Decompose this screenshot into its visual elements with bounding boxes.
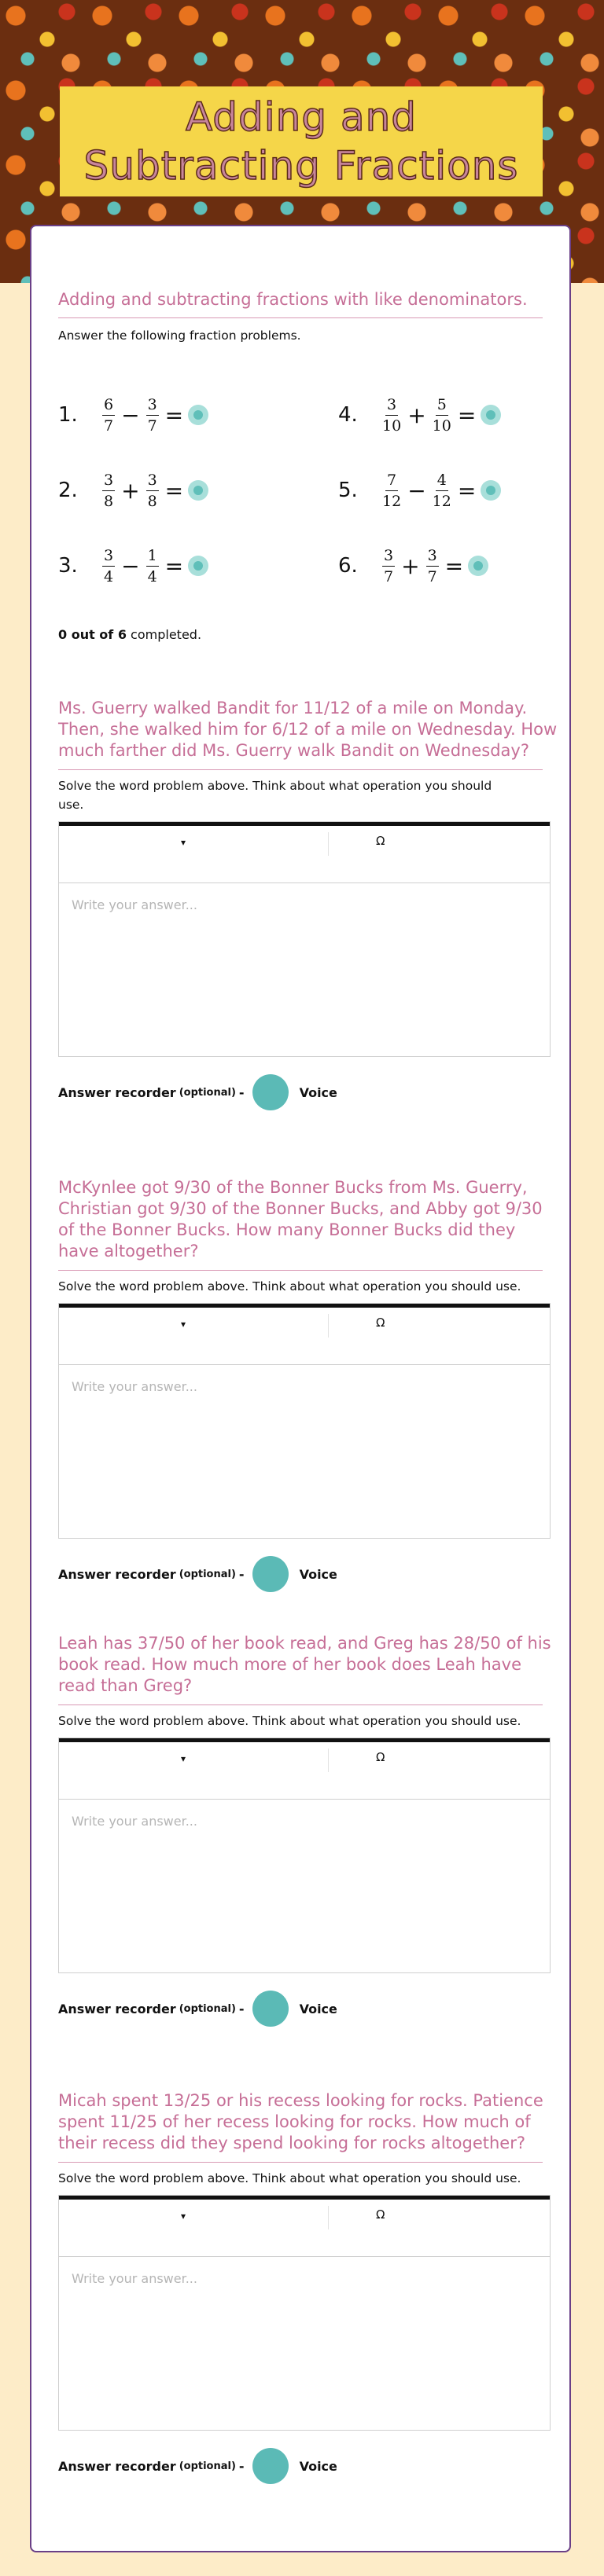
toolbar-divider: [328, 1314, 329, 1338]
word-problem-text: of the Bonner Bucks. How many Bonner Bucks did they: [58, 1220, 516, 1239]
problem-number: 4.: [338, 403, 358, 427]
word-problem-text: Christian got 9/30 of the Bonner Bucks, and Abby got 9/30: [58, 1199, 543, 1218]
operator: −: [121, 552, 140, 579]
recorder-dash: -: [238, 1566, 245, 1582]
answer-editor: [58, 1303, 551, 1539]
word-problem-text: Micah spent 13/25 or his recess looking for rocks. Patience: [58, 2091, 543, 2110]
editor-toolbar: [59, 1304, 550, 1365]
word-problem-text: Ms. Guerry walked Bandit for 11/12 of a mile on Monday.: [58, 699, 528, 717]
answer-dropzone[interactable]: [188, 480, 208, 501]
special-characters-icon[interactable]: Ω: [376, 2207, 385, 2222]
special-characters-icon[interactable]: Ω: [376, 1316, 385, 1330]
editor-toolbar: [59, 822, 550, 883]
fraction: $\frac{4}{12}$: [432, 471, 451, 510]
equals-sign: =: [164, 477, 184, 504]
special-characters-icon[interactable]: Ω: [376, 1750, 385, 1764]
fraction: $\frac{3}{7}$: [147, 395, 157, 435]
fraction-problem: [58, 459, 208, 522]
recorder-dash: -: [238, 1084, 245, 1100]
section-heading: Adding and subtracting fractions with like denominators.: [58, 290, 528, 309]
fraction: $\frac{7}{12}$: [382, 471, 402, 510]
answer-dropzone[interactable]: [481, 480, 501, 501]
word-problem-text: Then, she walked him for 6/12 of a mile on Wednesday. How: [58, 720, 558, 739]
problem-rule: [58, 1270, 543, 1271]
answer-textarea[interactable]: Write your answer...: [72, 1379, 197, 1394]
answer-dropzone[interactable]: [188, 405, 208, 425]
recorder-label: Answer recorder: [58, 2458, 176, 2474]
title-line-1: Adding and: [185, 94, 418, 140]
equals-sign: =: [457, 477, 477, 504]
title-box: [60, 86, 543, 196]
heading-rule: [58, 317, 543, 318]
record-button[interactable]: [252, 2448, 289, 2484]
record-button[interactable]: [252, 1556, 289, 1592]
fraction: $\frac{3}{10}$: [382, 395, 402, 435]
record-button[interactable]: [252, 1991, 289, 2027]
word-problem-instruction: Solve the word problem above. Think about what operation you should use.: [58, 2171, 521, 2185]
word-problem-text: book read. How much more of her book does Leah have: [58, 1655, 522, 1674]
record-button[interactable]: [252, 1074, 289, 1110]
problem-number: 5.: [338, 479, 358, 502]
answer-recorder: [58, 2448, 337, 2484]
fraction-problem: [58, 534, 208, 597]
operator: +: [121, 477, 140, 504]
operator: −: [121, 402, 140, 428]
answer-editor: [58, 2195, 551, 2431]
voice-label: Voice: [299, 1084, 337, 1100]
format-dropdown-icon[interactable]: ▾: [181, 2211, 186, 2222]
answer-textarea[interactable]: Write your answer...: [72, 1814, 197, 1829]
section-instruction: Answer the following fraction problems.: [58, 328, 301, 343]
problem-number: 6.: [338, 554, 358, 578]
recorder-label: Answer recorder: [58, 2001, 176, 2016]
recorder-dash: -: [238, 2458, 245, 2474]
answer-editor: [58, 1738, 551, 1973]
fraction: $\frac{3}{4}$: [104, 546, 114, 585]
fraction-problem: [338, 459, 501, 522]
word-problem-instruction: Solve the word problem above. Think about what operation you should use.: [58, 1279, 521, 1294]
voice-label: Voice: [299, 2001, 337, 2016]
fraction: $\frac{5}{10}$: [432, 395, 451, 435]
recorder-label: Answer recorder: [58, 1566, 176, 1582]
answer-dropzone[interactable]: [481, 405, 501, 425]
problem-rule: [58, 769, 543, 770]
fraction: $\frac{3}{8}$: [147, 471, 157, 510]
operator: +: [401, 552, 420, 579]
recorder-optional: (optional): [179, 1086, 236, 1099]
word-problem-text: much farther did Ms. Guerry walk Bandit on Wednesday?: [58, 741, 529, 760]
fraction: $\frac{3}{7}$: [427, 546, 437, 585]
word-problem-instruction: Solve the word problem above. Think about what operation you should use.: [58, 1714, 521, 1728]
recorder-label: Answer recorder: [58, 1084, 176, 1100]
recorder-optional: (optional): [179, 2002, 236, 2015]
editor-toolbar: [59, 1738, 550, 1800]
answer-editor: [58, 821, 551, 1057]
recorder-dash: -: [238, 2001, 245, 2016]
fraction-problem: [338, 383, 501, 446]
word-problem-text: McKynlee got 9/30 of the Bonner Bucks from Ms. Guerry,: [58, 1178, 528, 1197]
answer-textarea[interactable]: Write your answer...: [72, 897, 197, 912]
recorder-optional: (optional): [179, 1568, 236, 1580]
toolbar-divider: [328, 1749, 329, 1772]
fraction: $\frac{6}{7}$: [104, 395, 114, 435]
equals-sign: =: [164, 552, 184, 579]
word-problem-text: have altogether?: [58, 1242, 199, 1260]
answer-recorder: [58, 1556, 337, 1592]
equals-sign: =: [444, 552, 464, 579]
equals-sign: =: [164, 402, 184, 428]
toolbar-divider: [328, 832, 329, 856]
completion-status: 0 out of 6 completed.: [58, 627, 202, 642]
problem-rule: [58, 1704, 543, 1705]
word-problem-text: spent 11/25 of her recess looking for rocks. How much of: [58, 2112, 531, 2131]
problem-number: 2.: [58, 479, 78, 502]
word-problem-text: read than Greg?: [58, 1676, 193, 1695]
word-problem-text: Leah has 37/50 of her book read, and Greg has 28/50 of his: [58, 1634, 551, 1653]
editor-toolbar: [59, 2196, 550, 2257]
equals-sign: =: [457, 402, 477, 428]
special-characters-icon[interactable]: Ω: [376, 834, 385, 848]
word-problem-text: their recess did they spend looking for rocks altogether?: [58, 2134, 525, 2152]
answer-dropzone[interactable]: [188, 556, 208, 576]
fraction: $\frac{3}{7}$: [384, 546, 394, 585]
answer-recorder: [58, 1074, 337, 1110]
operator: +: [407, 402, 426, 428]
problem-number: 1.: [58, 403, 78, 427]
worksheet-card: [30, 225, 571, 2552]
voice-label: Voice: [299, 2458, 337, 2474]
word-problem-instruction: use.: [58, 798, 84, 812]
problem-number: 3.: [58, 554, 78, 578]
title-line-2: Subtracting Fractions: [83, 143, 519, 189]
format-dropdown-icon[interactable]: ▾: [181, 1753, 186, 1764]
word-problem-instruction: Solve the word problem above. Think about what operation you should: [58, 779, 492, 793]
fraction: $\frac{3}{8}$: [104, 471, 114, 510]
fraction: $\frac{1}{4}$: [147, 546, 157, 585]
fraction-problem: [338, 534, 488, 597]
format-dropdown-icon[interactable]: ▾: [181, 837, 186, 848]
operator: −: [407, 477, 426, 504]
fraction-problem: [58, 383, 208, 446]
answer-dropzone[interactable]: [468, 556, 488, 576]
voice-label: Voice: [299, 1566, 337, 1582]
format-dropdown-icon[interactable]: ▾: [181, 1319, 186, 1330]
problem-rule: [58, 2162, 543, 2163]
answer-recorder: [58, 1991, 337, 2027]
answer-textarea[interactable]: Write your answer...: [72, 2271, 197, 2286]
recorder-optional: (optional): [179, 2460, 236, 2472]
toolbar-divider: [328, 2206, 329, 2229]
